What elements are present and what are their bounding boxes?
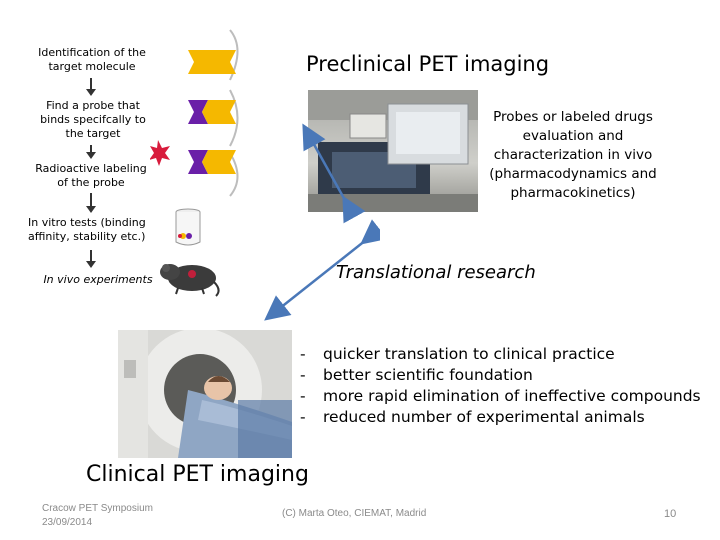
preclinical-title: Preclinical PET imaging — [306, 52, 550, 76]
step-in-vivo-label: In vivo experiments — [43, 273, 153, 286]
translational-title: Translational research — [336, 262, 536, 283]
list-item: - more rapid elimination of ineffective compounds — [300, 386, 710, 407]
step-radiolabeling-label: Radioactive labeling of the probe — [35, 162, 147, 189]
footer-event — [42, 502, 153, 530]
target-molecule-icon — [202, 100, 236, 124]
probe-binding-diagram — [150, 28, 260, 198]
footer-date: 23/09/2014 — [42, 517, 93, 528]
list-item: - better scientific foundation — [300, 365, 710, 386]
target-molecule-icon — [202, 150, 236, 174]
down-arrow-icon — [90, 78, 92, 90]
step-find-probe-label: Find a probe that binds specifcally to the target — [40, 99, 146, 140]
down-arrow-icon — [90, 250, 92, 262]
step-identification-label: Identification of the target molecule — [38, 46, 146, 73]
target-molecule-icon — [188, 50, 236, 74]
list-item: - reduced number of experimental animals — [300, 407, 710, 428]
test-tube-icon — [174, 208, 202, 248]
footer-copyright: (C) Marta Oteo, CIEMAT, Madrid — [282, 508, 427, 519]
step-in-vitro-label — [28, 216, 164, 244]
clinical-title: Clinical PET imaging — [86, 462, 309, 487]
list-item: - quicker translation to clinical practice — [300, 344, 710, 365]
down-arrow-icon — [90, 145, 92, 153]
clinical-pet-photo — [118, 330, 292, 458]
probe-evaluation-text — [484, 108, 662, 203]
step-in-vitro-text: In vitro tests (binding affinity, stability etc.) — [28, 216, 146, 243]
radioactive-label-icon — [150, 140, 170, 166]
probe-evaluation-line: Probes or labeled drugs evaluation and characterization in vivo (pharmacodynamics and pharmacokinetics) — [489, 109, 657, 201]
page-number: 10 — [664, 508, 677, 520]
mouse-image — [158, 260, 222, 298]
footer-event-name: Cracow PET Symposium — [42, 503, 153, 514]
benefits-list — [300, 344, 710, 428]
translational-arrows — [250, 90, 380, 330]
down-arrow-icon — [90, 193, 92, 207]
